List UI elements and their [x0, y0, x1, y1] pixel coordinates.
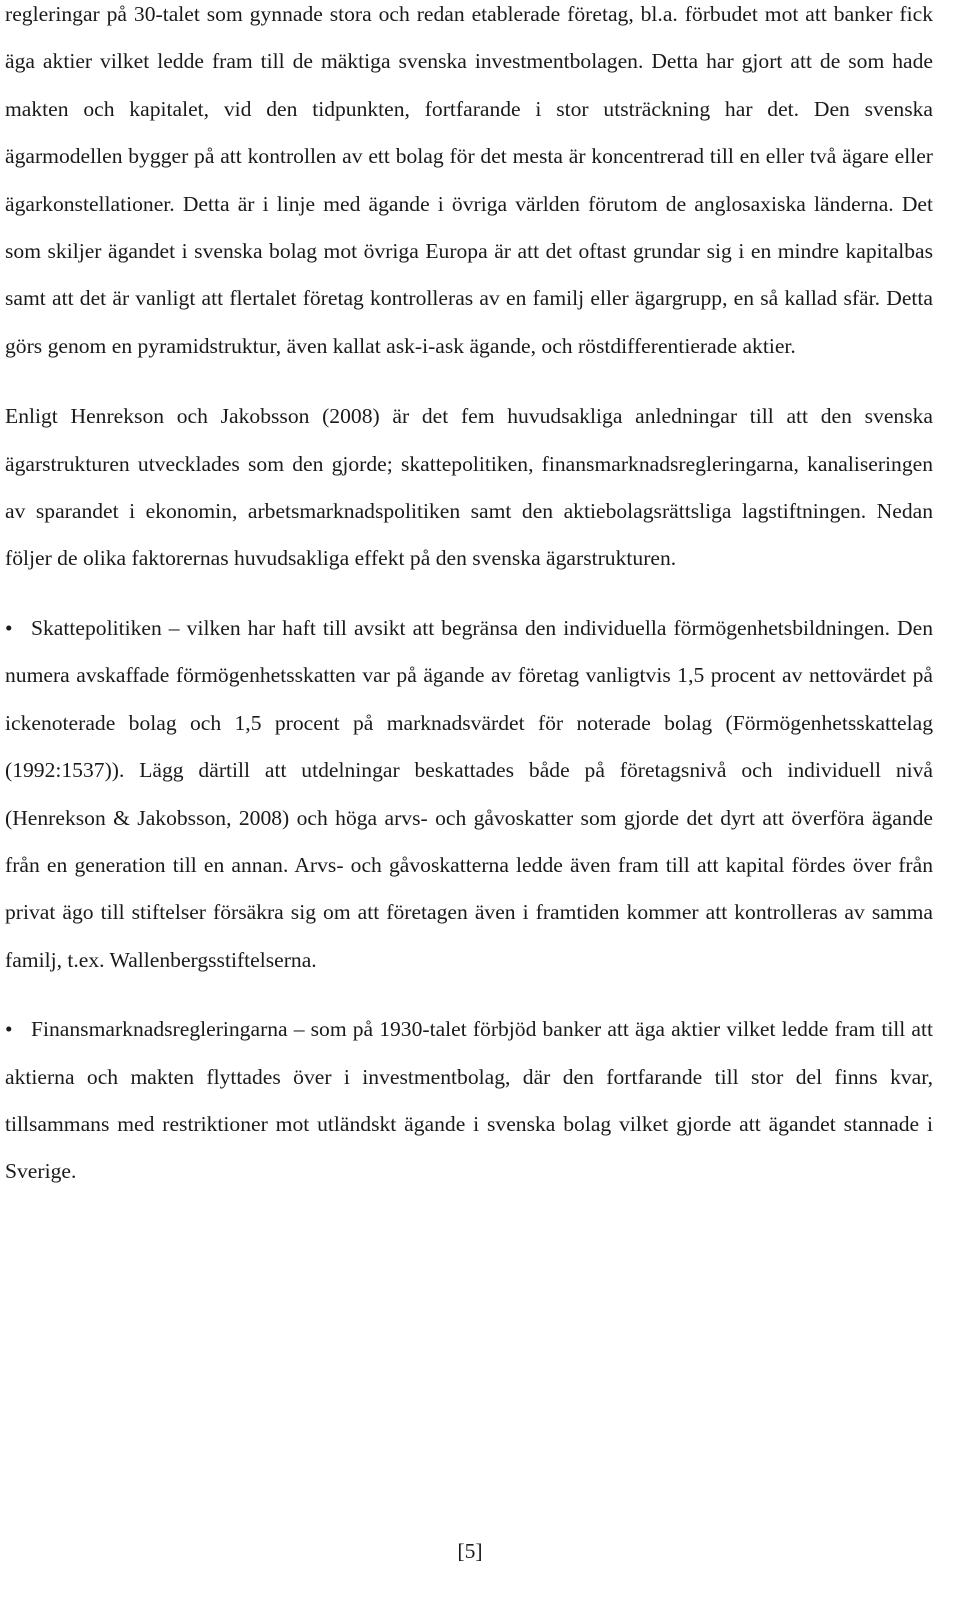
bullet-marker: •	[5, 1017, 13, 1042]
bullet-item	[5, 605, 933, 984]
body-paragraph: regleringar på 30-talet som gynnade stora och redan etablerade företag, bl.a. förbudet mot att banker fick äga aktier vilket ledde fram till de mäktiga svenska investmentbolagen. Detta har gjort att de som hade makten och kapitalet, vid den tidpunkten, fortfarande i stor utsträckning har det. Den svenska ägarmodellen bygger på att kontrollen av ett bolag för det mesta är koncentrerad till en eller två ägare eller ägarkonstellationer. Detta är i linje med ägande i övriga världen förutom de anglosaxiska länderna. Det som skiljer ägandet i svenska bolag mot övriga Europa är att det oftast grundar sig i en mindre kapitalbas samt att det är vanligt att flertalet företag kontrolleras av en familj eller ägargrupp, en så kallad sfär. Detta görs genom en pyramidstruktur, även kallat ask-i-ask ägande, och röstdifferentierade aktier.	[5, 2, 933, 358]
bullet-item	[5, 1006, 933, 1196]
document-page	[5, 0, 933, 1196]
bullet-marker: •	[5, 615, 13, 640]
bullet-text: Skattepolitiken – vilken har haft till avsikt att begränsa den individuella förmögenhetsbildningen. Den numera avskaffade förmögenhetsskatten var på ägande av företag vanligtvis 1,5 procent av nettovärdet på ickenoterade bolag och 1,5 procent på marknadsvärdet för noterade bolag (Förmögenhetsskattelag (1992:1537)). Lägg därtill att utdelningar beskattades både på företagsnivå och individuell nivå (Henrekson & Jakobsson, 2008) och höga arvs- och gåvoskatter som gjorde det dyrt att överföra ägande från en generation till en annan. Arvs- och gåvoskatterna ledde även fram till att kapital fördes över från privat ägo till stiftelser försäkra sig om att företagen även i framtiden kommer att kontrolleras av samma familj, t.ex. Wallenbergsstiftelserna.	[5, 615, 933, 972]
page-number: [5]	[457, 1539, 483, 1563]
bullet-text: Finansmarknadsregleringarna – som på 1930-talet förbjöd banker att äga aktier vilket ledde fram till att aktierna och makten flyttades över i investmentbolag, där den fortfarande till stor del finns kvar, tillsammans med restriktioner mot utländskt ägande i svenska bolag vilket gjorde att ägandet stannade i Sverige.	[5, 1017, 933, 1184]
body-paragraph: Enligt Henrekson och Jakobsson (2008) är det fem huvudsakliga anledningar till att den svenska ägarstrukturen utvecklades som den gjorde; skattepolitiken, finansmarknadsregleringarna, kanaliseringen av sparandet i ekonomin, arbetsmarknadspolitiken samt den aktiebolagsrättsliga lagstiftningen. Nedan följer de olika faktorernas huvudsakliga effekt på den svenska ägarstrukturen.	[5, 404, 933, 571]
